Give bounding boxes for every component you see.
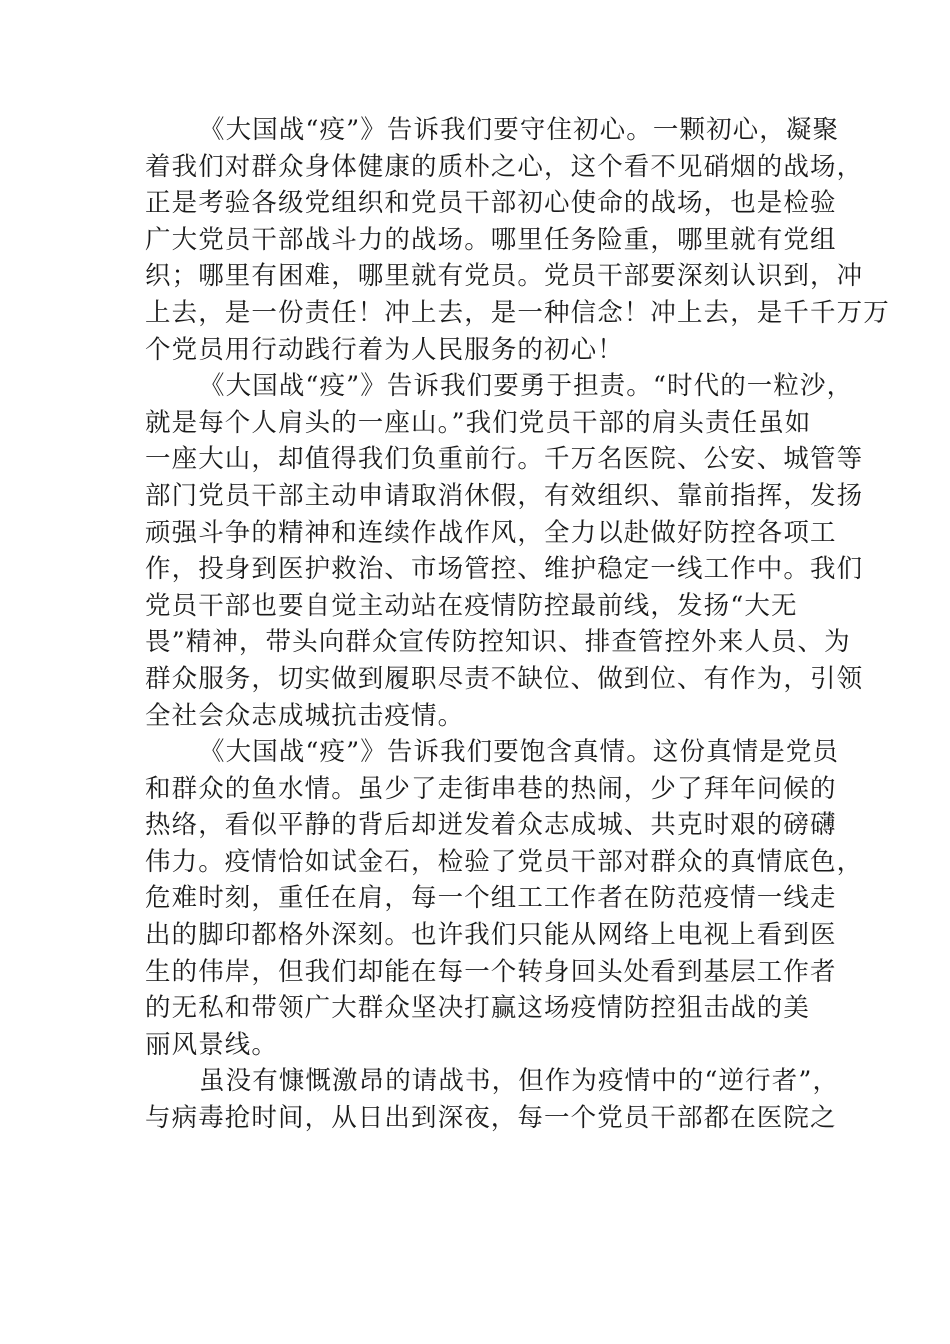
text-line: 正是考验各级党组织和党员干部初心使命的战场，也是检验 [145,188,837,219]
text-line: 热络，看似平静的背后却迸发着众志成城、共克时艰的磅礴 [145,810,837,841]
text-line: 全社会众志成城抗击疫情。 [145,700,465,731]
text-line: 丽风景线。 [145,1029,279,1060]
text-line: 与病毒抢时间，从日出到深夜，每一个党员干部都在医院之 [145,1103,837,1134]
text-line: 生的伟岸，但我们却能在每一个转身回头处看到基层工作者 [145,956,837,987]
text-line: 《大国战“疫”》告诉我们要勇于担责。“时代的一粒沙， [199,371,854,402]
text-line: 畏”精神，带头向群众宣传防控知识、排查管控外来人员、为 [145,627,851,658]
text-line: 党员干部也要自觉主动站在疫情防控最前线，发扬“大无 [145,590,798,621]
text-line: 广大党员干部战斗力的战场。哪里任务险重，哪里就有党组 [145,224,837,255]
text-line: 就是每个人肩头的一座山。”我们党员干部的肩头责任虽如 [145,407,812,438]
text-line: 《大国战“疫”》告诉我们要守住初心。一颗初心，凝聚 [199,115,840,145]
text-line: 群众服务，切实做到履职尽责不缺位、做到位、有作为，引领 [145,663,864,694]
text-line: 织；哪里有困难，哪里就有党员。党员干部要深刻认识到，冲 [145,261,864,292]
text-line: 上去，是一份责任！冲上去，是一种信念！冲上去，是千千万万 [145,297,890,328]
paragraph [145,1063,840,1136]
text-line: 作，投身到医护救治、市场管控、维护稳定一线工作中。我们 [145,554,864,585]
text-line: 一座大山，却值得我们负重前行。千万名医院、公安、城管等 [145,444,864,475]
text-line: 顽强斗争的精神和连续作战作风，全力以赴做好防控各项工 [145,517,837,548]
text-line: 个党员用行动践行着为人民服务的初心！ [145,334,624,365]
text-line: 部门党员干部主动申请取消休假，有效组织、靠前指挥，发扬 [145,480,864,511]
text-line: 伟力。疫情恰如试金石，检验了党员干部对群众的真情底色， [145,846,864,877]
text-line: 的无私和带领广大群众坚决打赢这场疫情防控狙击战的美 [145,993,811,1024]
paragraph [145,368,864,734]
document-body [145,112,890,1137]
text-line: 危难时刻，重任在肩，每一个组工工作者在防范疫情一线走 [145,883,837,914]
paragraph [145,734,864,1063]
text-line: 虽没有慷慨激昂的请战书，但作为疫情中的“逆行者”， [199,1066,840,1097]
text-line: 着我们对群众身体健康的质朴之心，这个看不见硝烟的战场， [145,151,864,182]
text-line: 《大国战“疫”》告诉我们要饱含真情。这份真情是党员 [199,737,840,768]
text-line: 和群众的鱼水情。虽少了走街串巷的热闹，少了拜年问候的 [145,773,837,804]
text-line: 出的脚印都格外深刻。也许我们只能从网络上电视上看到医 [145,920,837,951]
paragraph [145,112,890,368]
